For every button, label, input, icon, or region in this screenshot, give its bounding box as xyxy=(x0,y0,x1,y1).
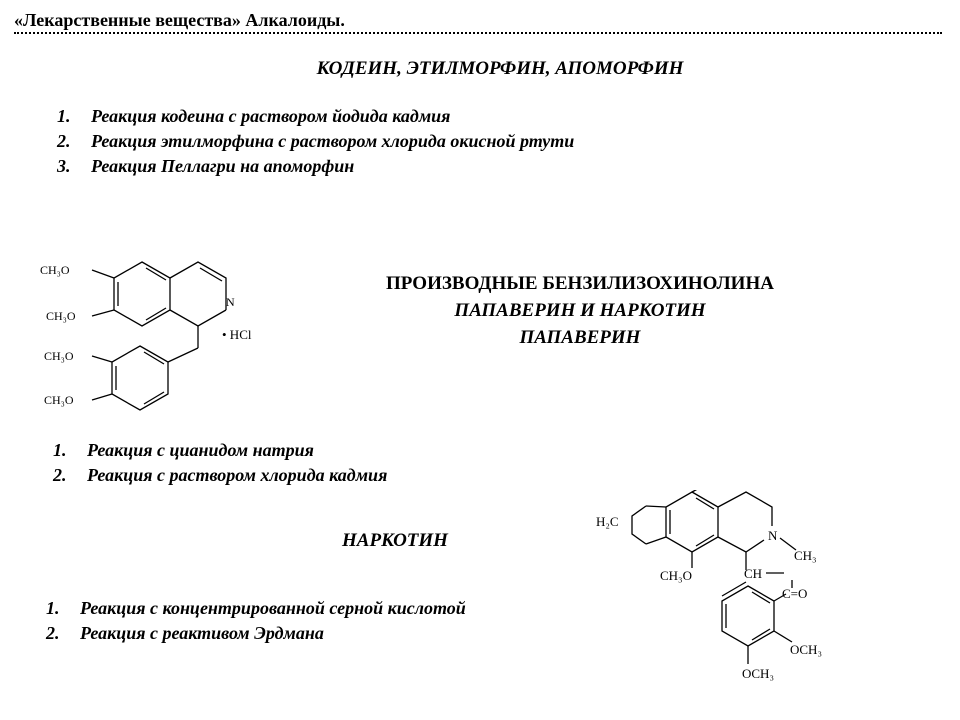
och3-label: OCH₃ xyxy=(742,666,774,681)
och3-label: CH₃O xyxy=(40,263,70,277)
list-item: 1. Реакция с концентрированной серной кислотой xyxy=(46,598,466,618)
papaverine-reactions-list xyxy=(53,438,423,488)
carbonyl-label: C=O xyxy=(782,586,808,601)
header-divider xyxy=(14,32,942,34)
title-line: ПРОИЗВОДНЫЕ БЕНЗИЛИЗОХИНОЛИНА xyxy=(386,273,774,294)
och3-label: CH₃O xyxy=(660,568,692,583)
och3-label: CH₃O xyxy=(46,309,76,323)
list-item: 1. Реакция с цианидом натрия xyxy=(53,440,314,460)
ch-label: CH xyxy=(744,566,763,581)
title-line: ПАПАВЕРИН xyxy=(519,327,641,348)
h2c-label: H₂C xyxy=(596,514,619,529)
papaverine-structure xyxy=(40,250,290,415)
list-item: 2. Реакция с раствором хлорида кадмия xyxy=(53,465,388,485)
section-title-narcotine: НАРКОТИН xyxy=(342,530,448,551)
och3-label: CH₃O xyxy=(44,393,74,407)
narcotine-structure xyxy=(596,490,846,690)
codeine-reactions-list xyxy=(57,104,677,179)
narcotine-reactions-list xyxy=(46,596,606,646)
och3-label: OCH₃ xyxy=(790,642,822,657)
hcl-label: • HCl xyxy=(222,327,252,342)
list-item: 3. Реакция Пеллагри на апоморфин xyxy=(57,156,355,176)
page-header: «Лекарственные вещества» Алкалоиды. xyxy=(14,10,345,30)
list-item: 2. Реакция этилморфина с раствором хлорида окисной ртути xyxy=(57,131,575,151)
list-item: 1. Реакция кодеина с раствором йодида кадмия xyxy=(57,106,451,126)
och3-label: CH₃O xyxy=(44,349,74,363)
section-title-benzylisoquinoline xyxy=(320,270,840,351)
n-methyl-label: CH₃ xyxy=(794,548,817,563)
title-line: ПАПАВЕРИН И НАРКОТИН xyxy=(454,300,706,321)
nitrogen-label: N xyxy=(226,295,235,309)
nitrogen-label: N xyxy=(768,528,778,543)
list-item: 2. Реакция с реактивом Эрдмана xyxy=(46,623,324,643)
section-title-codeine: КОДЕИН, ЭТИЛМОРФИН, АПОМОРФИН xyxy=(316,58,684,79)
